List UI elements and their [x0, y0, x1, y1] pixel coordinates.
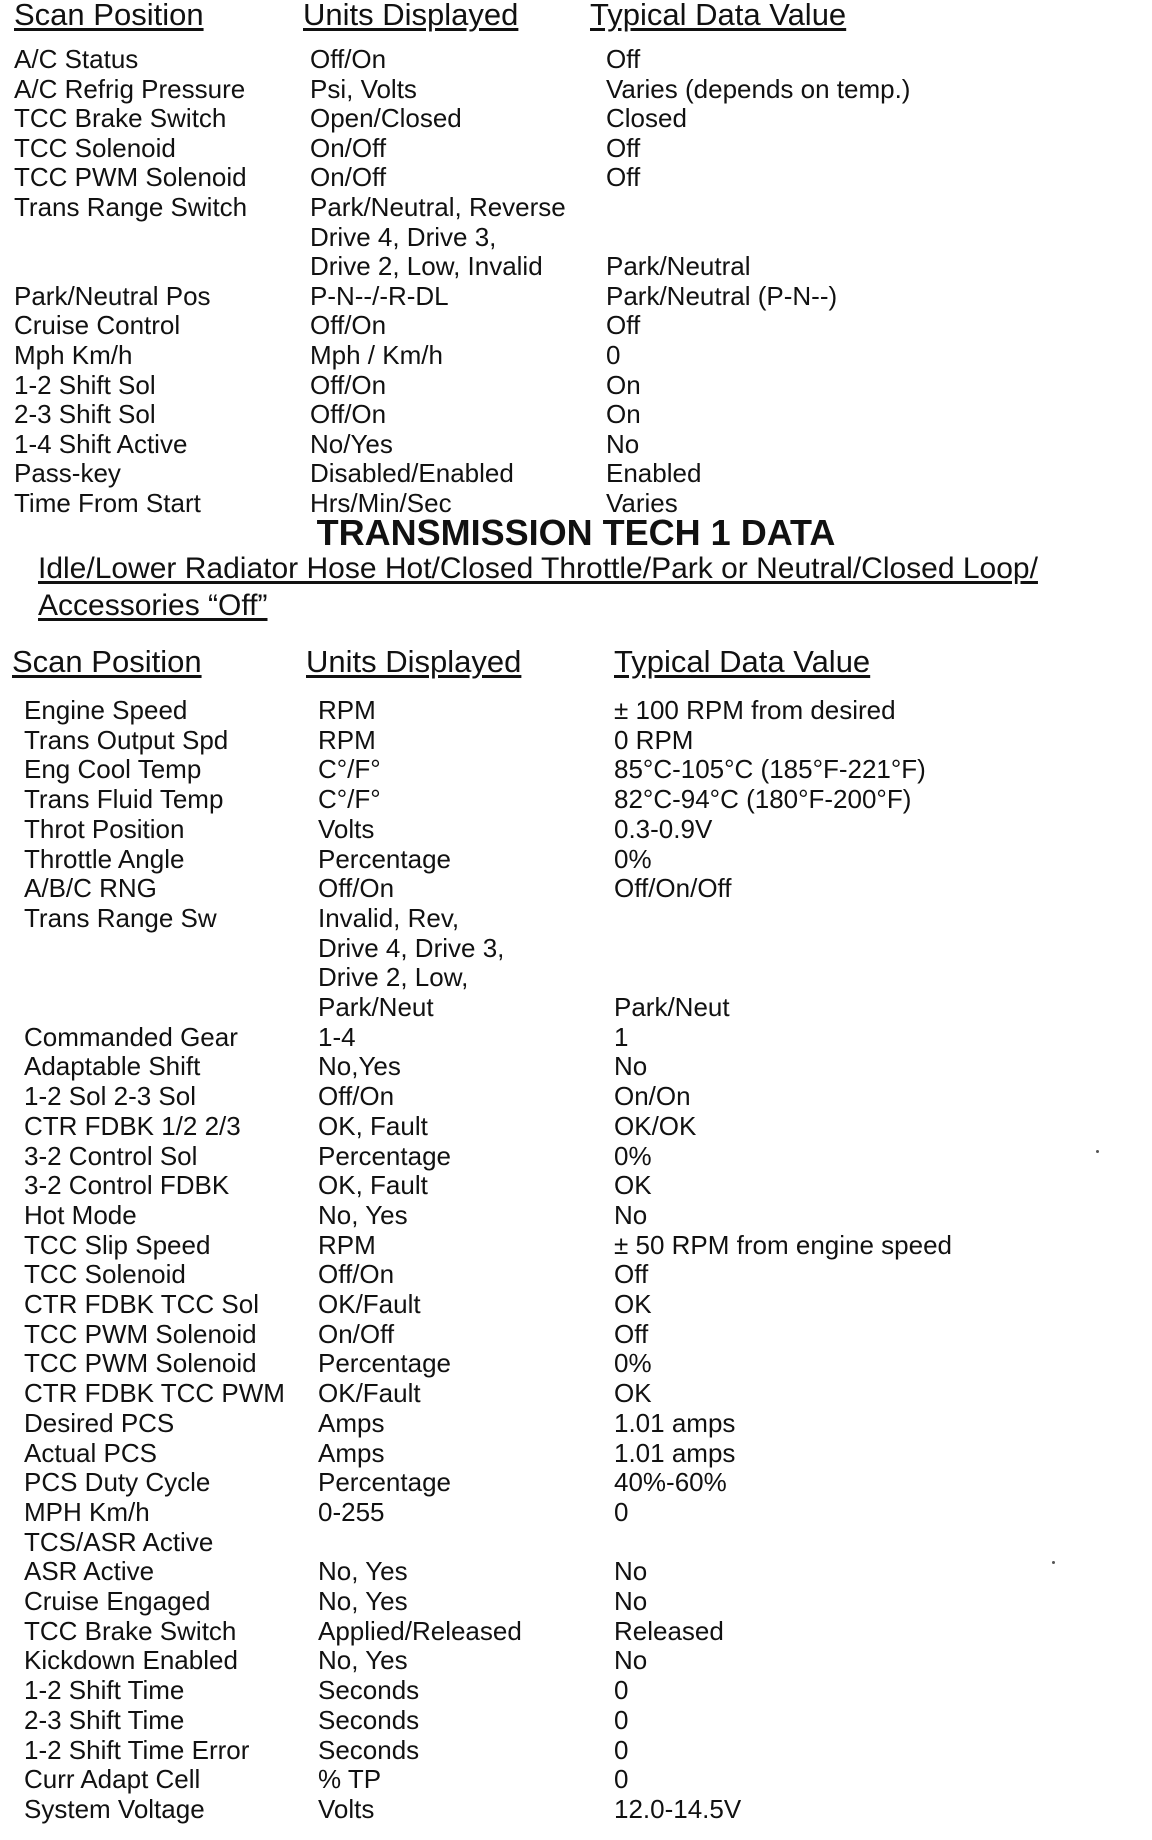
cell-units: C°/F°	[318, 754, 381, 785]
cell-scan: Trans Fluid Temp	[24, 784, 224, 815]
cell-value: No	[614, 1556, 648, 1587]
cell-units: Invalid, Rev,	[318, 902, 460, 933]
cell-scan: Curr Adapt Cell	[24, 1764, 201, 1795]
scan-speck	[1052, 1561, 1055, 1564]
cell-units: Drive 4, Drive 3,	[310, 221, 497, 252]
cell-value: 0	[614, 1496, 629, 1527]
cell-value: No	[614, 1645, 648, 1676]
cell-value: No	[606, 428, 640, 459]
cell-scan: TCC PWM Solenoid	[14, 162, 247, 193]
cell-scan: TCC Slip Speed	[24, 1229, 211, 1260]
cell-value: On	[606, 369, 641, 400]
cell-value: No	[614, 1199, 648, 1230]
cell-units: Off/On	[318, 1259, 395, 1290]
cell-value: OK	[614, 1170, 652, 1201]
cell-value: No	[614, 1051, 648, 1082]
cell-scan: PCS Duty Cycle	[24, 1467, 211, 1498]
cell-value: 0	[614, 1675, 629, 1706]
cell-value: Varies	[606, 488, 678, 518]
cell-scan: TCC PWM Solenoid	[24, 1348, 257, 1379]
cell-units: Park/Neutral, Reverse	[310, 192, 566, 222]
cell-value: 12.0-14.5V	[614, 1793, 742, 1824]
cell-scan: Trans Range Sw	[24, 902, 217, 933]
cell-scan: 2-3 Shift Sol	[14, 399, 156, 430]
cell-units: OK, Fault	[318, 1170, 428, 1201]
cell-scan: TCC PWM Solenoid	[24, 1318, 257, 1349]
cell-scan: Eng Cool Temp	[24, 754, 202, 785]
cell-scan: CTR FDBK TCC PWM	[24, 1378, 285, 1409]
cell-value: Off/On/Off	[614, 873, 732, 904]
cell-scan: Commanded Gear	[24, 1021, 238, 1052]
cell-value: 0	[614, 1734, 629, 1765]
section1-header-scan: Scan Position	[14, 0, 204, 32]
cell-value: 0.3-0.9V	[614, 813, 713, 844]
cell-scan: Cruise Engaged	[24, 1586, 211, 1616]
cell-scan: Trans Output Spd	[24, 724, 229, 755]
cell-units: Percentage	[318, 843, 451, 874]
cell-value: Closed	[606, 103, 687, 134]
cell-units: Off/On	[318, 1081, 395, 1112]
cell-units: Volts	[318, 813, 375, 844]
cell-units: Psi, Volts	[310, 73, 417, 104]
cell-scan: Hot Mode	[24, 1199, 137, 1230]
cell-value: On	[606, 399, 641, 430]
section1-header-value: Typical Data Value	[590, 0, 847, 32]
cell-value: OK	[614, 1378, 652, 1409]
cell-scan: TCC Brake Switch	[24, 1615, 237, 1646]
cell-units: Off/On	[310, 310, 387, 341]
cell-units: No, Yes	[318, 1586, 408, 1616]
cell-units: 1-4	[318, 1021, 356, 1052]
cell-scan: Park/Neutral Pos	[14, 280, 211, 311]
cell-value: Off	[606, 310, 641, 341]
cell-units: Volts	[318, 1793, 375, 1824]
cell-units: OK/Fault	[318, 1378, 421, 1409]
cell-value: 1.01 amps	[614, 1437, 736, 1468]
cell-scan: CTR FDBK 1/2 2/3	[24, 1110, 241, 1141]
cell-units: Off/On	[310, 369, 387, 400]
cell-scan: TCC Brake Switch	[14, 103, 227, 134]
cell-scan: A/C Refrig Pressure	[14, 73, 246, 104]
cell-value: Park/Neutral (P-N--)	[606, 280, 838, 311]
cell-value: Park/Neutral	[606, 251, 751, 282]
page-subtitle: Idle/Lower Radiator Hose Hot/Closed Throttle/Park or Neutral/Closed Loop/ Accessories “Off”	[38, 552, 1038, 622]
cell-value: 85°C-105°C (185°F-221°F)	[614, 754, 926, 785]
section2-header-scan: Scan Position	[12, 644, 202, 679]
cell-units: Percentage	[318, 1140, 451, 1171]
cell-value: 0	[614, 1764, 629, 1795]
cell-scan: Adaptable Shift	[24, 1051, 201, 1082]
cell-scan: MPH Km/h	[24, 1496, 150, 1527]
cell-value: No	[614, 1586, 648, 1616]
cell-scan: Desired PCS	[24, 1407, 175, 1438]
cell-value: 0%	[614, 1140, 652, 1171]
cell-units: Drive 4, Drive 3,	[318, 932, 505, 963]
cell-value: ± 100 RPM from desired	[614, 695, 896, 725]
cell-scan: A/B/C RNG	[24, 873, 157, 904]
section2-header-value: Typical Data Value	[614, 644, 871, 679]
cell-value: Park/Neut	[614, 992, 730, 1022]
cell-value: 1	[614, 1021, 629, 1052]
section2-header-units: Units Displayed	[306, 644, 522, 679]
cell-units: 0-255	[318, 1496, 385, 1527]
cell-value: 0	[614, 1704, 629, 1735]
cell-scan: ASR Active	[24, 1556, 155, 1587]
cell-value: On/On	[614, 1081, 691, 1112]
cell-value: OK/OK	[614, 1110, 697, 1141]
cell-units: Amps	[318, 1437, 385, 1468]
cell-units: Park/Neut	[318, 992, 434, 1022]
cell-value: 0%	[614, 1348, 652, 1379]
cell-value: Off	[614, 1318, 649, 1349]
cell-scan: 3-2 Control Sol	[24, 1140, 198, 1171]
cell-units: No, Yes	[318, 1556, 408, 1587]
cell-scan: Throt Position	[24, 813, 185, 844]
cell-value: Released	[614, 1615, 724, 1646]
cell-scan: Time From Start	[14, 488, 201, 518]
cell-value: 82°C-94°C (180°F-200°F)	[614, 784, 912, 815]
cell-scan: 1-2 Sol 2-3 Sol	[24, 1081, 196, 1112]
page-title: TRANSMISSION TECH 1 DATA	[316, 512, 836, 553]
section1-header-units: Units Displayed	[303, 0, 519, 32]
cell-scan: TCC Solenoid	[14, 132, 176, 163]
cell-value: Enabled	[606, 458, 702, 489]
cell-units: On/Off	[310, 162, 387, 193]
cell-units: RPM	[318, 1229, 376, 1260]
cell-scan: Engine Speed	[24, 695, 188, 725]
cell-scan: Trans Range Switch	[14, 192, 248, 222]
cell-units: On/Off	[318, 1318, 395, 1349]
cell-value: 0%	[614, 843, 652, 874]
cell-scan: 1-2 Shift Time Error	[24, 1734, 250, 1765]
cell-scan: 3-2 Control FDBK	[24, 1170, 230, 1201]
cell-units: Hrs/Min/Sec	[310, 488, 452, 518]
cell-scan: 1-4 Shift Active	[14, 428, 188, 459]
cell-value: Off	[614, 1259, 649, 1290]
scan-speck	[1096, 1150, 1099, 1153]
cell-scan: System Voltage	[24, 1793, 205, 1824]
cell-value: 0 RPM	[614, 724, 694, 755]
cell-scan: Throttle Angle	[24, 843, 185, 874]
cell-units: RPM	[318, 724, 376, 755]
cell-scan: Cruise Control	[14, 310, 181, 341]
cell-units: Off/On	[318, 873, 395, 904]
cell-value: 1.01 amps	[614, 1407, 736, 1438]
cell-units: C°/F°	[318, 784, 381, 815]
cell-units: Seconds	[318, 1734, 420, 1765]
cell-units: OK/Fault	[318, 1289, 421, 1319]
cell-units: Drive 2, Low,	[318, 962, 469, 993]
cell-units: Seconds	[318, 1675, 420, 1706]
cell-scan: A/C Status	[14, 44, 139, 74]
cell-value: Varies (depends on temp.)	[606, 73, 911, 104]
cell-value: 40%-60%	[614, 1467, 727, 1498]
cell-value: OK	[614, 1289, 652, 1319]
cell-units: Percentage	[318, 1348, 451, 1379]
cell-value: 0	[606, 340, 621, 370]
cell-units: Seconds	[318, 1704, 420, 1735]
cell-units: Open/Closed	[310, 103, 462, 134]
cell-units: No, Yes	[318, 1645, 408, 1676]
cell-units: No,Yes	[318, 1051, 401, 1082]
cell-units: On/Off	[310, 132, 387, 163]
cell-scan: 1-2 Shift Sol	[14, 369, 156, 400]
cell-value: Off	[606, 44, 641, 74]
cell-value: Off	[606, 162, 641, 193]
cell-units: Off/On	[310, 44, 387, 74]
cell-scan: Mph Km/h	[14, 340, 133, 370]
cell-scan: CTR FDBK TCC Sol	[24, 1289, 259, 1319]
cell-scan: 1-2 Shift Time	[24, 1675, 185, 1706]
cell-units: No, Yes	[318, 1199, 408, 1230]
cell-units: RPM	[318, 695, 376, 725]
cell-units: Off/On	[310, 399, 387, 430]
cell-scan: Pass-key	[14, 458, 121, 489]
cell-units: OK, Fault	[318, 1110, 428, 1141]
cell-units: No/Yes	[310, 428, 393, 459]
cell-scan: Actual PCS	[24, 1437, 157, 1468]
cell-units: Mph / Km/h	[310, 340, 443, 370]
cell-scan: TCC Solenoid	[24, 1259, 186, 1290]
cell-value: Off	[606, 132, 641, 163]
cell-units: Drive 2, Low, Invalid	[310, 251, 543, 282]
cell-scan: 2-3 Shift Time	[24, 1704, 185, 1735]
cell-units: % TP	[318, 1764, 382, 1795]
cell-units: Disabled/Enabled	[310, 458, 514, 489]
cell-units: Applied/Released	[318, 1615, 522, 1646]
cell-units: P-N--/-R-DL	[310, 280, 449, 311]
cell-scan: Kickdown Enabled	[24, 1645, 238, 1676]
cell-scan: TCS/ASR Active	[24, 1526, 214, 1557]
cell-units: Percentage	[318, 1467, 451, 1498]
cell-units: Amps	[318, 1407, 385, 1438]
cell-value: ± 50 RPM from engine speed	[614, 1229, 952, 1260]
